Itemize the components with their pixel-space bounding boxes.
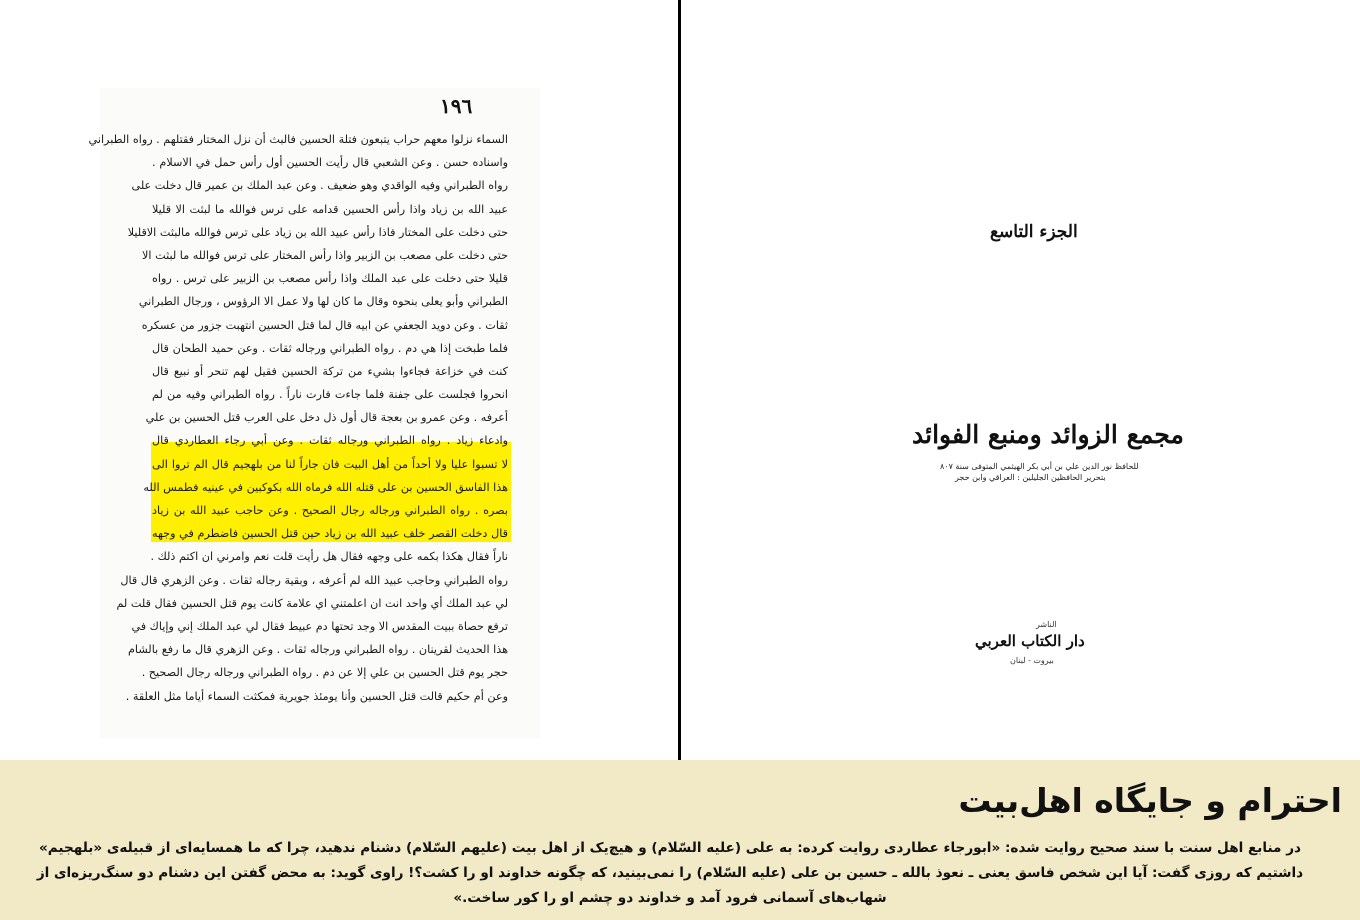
text-line: رواه الطبراني وفيه الواقدي وهو ضعيف . وعن عبد الملك بن عمير قال دخلت على [131, 179, 508, 193]
text-line: ترفع حصاة ببيت المقدس الا وجد تحتها دم عبيط فقال لي عبد الملك إني وإياك في [131, 619, 508, 633]
text-line: ناراً فقال هكذا بكمه على وجهه فقال هل رأيت قلت نعم وامرني ان اكتم ذلك . [150, 550, 508, 564]
publisher-label: الناشر [1036, 620, 1057, 629]
text-line: ثقات . وعن دويد الجعفي عن ابيه قال لما قتل الحسين انتهبت جزور من عسكره [141, 318, 508, 332]
publisher-city: بيروت - لبنان [1010, 656, 1054, 665]
text-line: السماء نزلوا معهم حراب يتبعون فتلة الحسين فالبث أن نزل المختار فقتلهم . رواه الطبراني [88, 133, 508, 146]
text-line: فلما طبخت إذا هي دم . رواه الطبراني ورجاله ثقات . وعن حميد الطحان قال [152, 341, 508, 355]
text-line: قال دخلت القصر خلف عبيد الله بن زياد حين قتل الحسين فاضطرم في وجهه [152, 527, 508, 541]
text-line: هذا الفاسق الحسين بن على قتله الله فرماه الله بكوكبين في عينيه فطمس الله [143, 480, 508, 494]
text-line: حتى دخلت على مصعب بن الزبير واذا رأس المختار على ترس فوالله ما لبثت الا [142, 248, 508, 262]
caption-title: احترام و جایگاه اهل‌بیت [958, 781, 1342, 820]
text-line: قليلا حتى دخلت على عبد الملك واذا رأس مصعب بن الزبير على ترس . رواه [152, 272, 508, 286]
text-line: حتى دخلت على المختار فاذا رأس عبيد الله بن زياد على ترس فوالله مالبثت الاقليلا [127, 225, 508, 239]
text-line: رواه الطبراني وحاجب عبيد الله لم أعرفه ، وبقية رجاله ثقات . وعن الزهري قال قال [120, 573, 508, 587]
text-line: وعن أم حكيم قالت قتل الحسين وأنا يومئذ جويرية فمكثت السماء أياما مثل العلقة . [125, 689, 508, 703]
text-line: كنت في خزاعة فجاءوا بشيء من تركة الحسين فقيل لهم تنحر أو نبيع قال [152, 364, 508, 378]
author-line-2: بتحرير الحافظين الجليلين : العراقي وابن حجر [955, 473, 1106, 482]
caption-body: در منابع اهل سنت با سند صحیح روایت شده: «ابورجاء عطاردی روایت کرده: به علی (علیه السّلام) و هیچ‌یک از اهل بیت (علیهم السّلام) دشنام ندهید، چرا که ما همسایه‌ای از قبیله‌ی «بلهجیم» داشتیم که روزی گفت: آیا این شخص فاسق یعنی ـ نعوذ بالله ـ حسین بن علی (علیه السّلام) را نمی‌بینید، که چگونه خداوند او را کشت؟! راوی گوید: به محض گفتن این دشنام دو سنگ‌ریزه‌ای از شهاب‌های آسمانی فرود آمد و خداوند دو چشم او را کور ساخت.» [36, 840, 1304, 906]
text-line: وادعاء زياد . رواه الطبراني ورجاله ثقات . وعن أبي رجاء العطاردي قال [152, 434, 508, 448]
text-line: واسناده حسن . وعن الشعبي قال رأيت الحسين أول رأس حمل في الاسلام . [152, 156, 508, 170]
text-line: انحروا فجلست على جفنة فلما جاءت فارت ناراً . رواه الطبراني وفيه من لم [152, 388, 508, 402]
text-line: عبيد الله بن زياد واذا رأس الحسين قدامه على ترس فوالله ما لبثت الا قليلا [152, 202, 508, 216]
book-title: مجمع الزوائد ومنبع الفوائد [912, 420, 1184, 449]
text-line: لي عبد الملك أي واحد انت ان اعلمتني اي علامة كانت يوم قتل الحسين فقال قلت لم [116, 596, 508, 610]
page-body-text [88, 128, 508, 708]
text-line: بصره . رواه الطبراني ورجاله رجال الصحيح . وعن حاجب عبيد الله بن زياد [152, 504, 508, 517]
page-divider [678, 0, 681, 760]
page-number: ١٩٦ [440, 94, 473, 118]
text-line: أعرفه . وعن عمرو بن بعجة قال أول ذل دخل على العرب قتل الحسين بن علي [145, 411, 508, 425]
text-line: الطبراني وأبو يعلى بنحوه وقال ما كان لها ولا عمل الا الرؤوس ، ورجال الطبراني [138, 295, 508, 309]
author-line-1: للحافظ نور الدين علي بن أبي بكر الهيثمي المتوفى سنة ٨٠٧ [940, 462, 1139, 471]
text-line: هذا الحديث لقرينان . رواه الطبراني ورجاله ثقات . وعن الزهري قال ما رفع بالشام [127, 643, 508, 657]
text-line: لا تسبوا عليا ولا أحداً من أهل البيت فان جاراً لنا من بلهجيم قال الم تروا الى [152, 457, 508, 471]
publisher-name: دار الكتاب العربي [975, 632, 1085, 650]
volume-label: الجزء التاسع [990, 222, 1078, 242]
text-line: حجر يوم قتل الحسين بن علي إلا عن دم . رواه الطبراني ورجاله رجال الصحيح . [141, 666, 508, 680]
